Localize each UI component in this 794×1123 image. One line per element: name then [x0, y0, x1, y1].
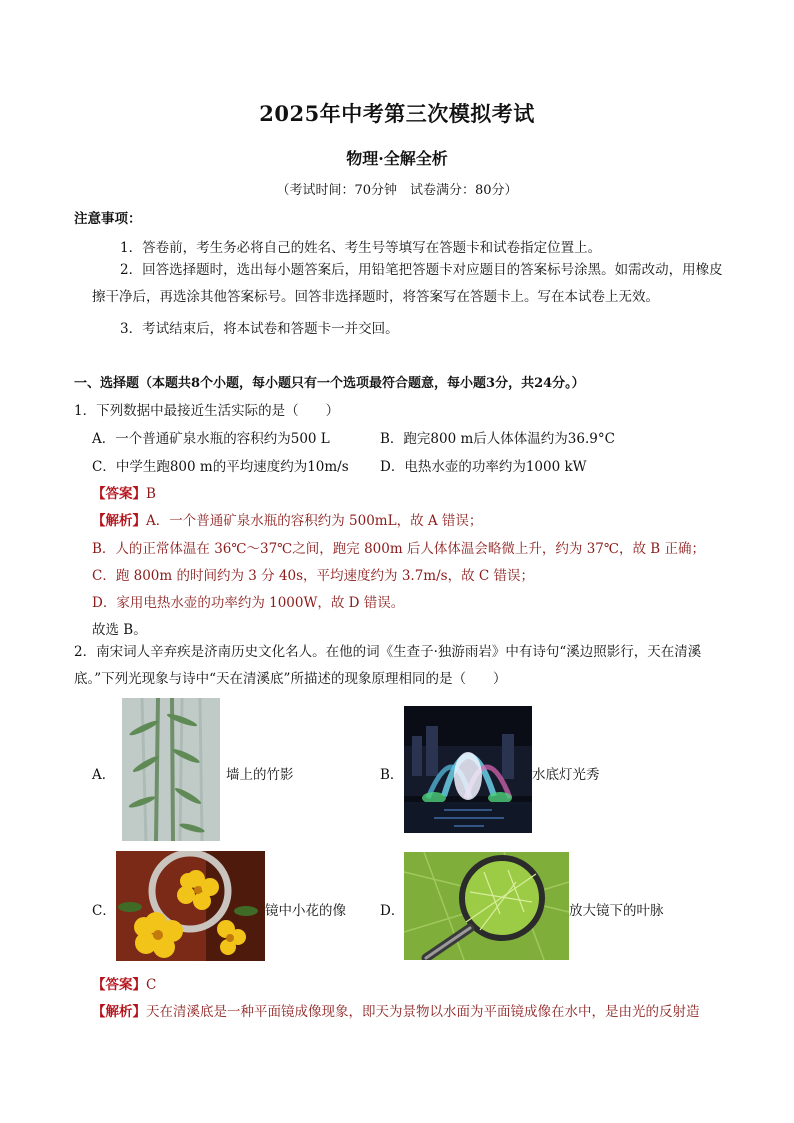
q1-analysis-line-4: D．家用电热水壶的功率约为 1000W，故 D 错误。 — [92, 595, 405, 611]
fountain-light-show-image — [404, 706, 532, 833]
q1-analysis-line-1: 【解析】A．一个普通矿泉水瓶的容积约为 500mL，故 A 错误； — [92, 513, 483, 529]
q2-answer — [92, 973, 156, 993]
notice-item-3: 3．考试结束后，将本试卷和答题卡一并交回。 — [120, 321, 399, 337]
notice-item-2: 2．回答选择题时，选出每小题答案后，用铅笔把答题卡对应题目的答案标号涂黑。如需改动，用橡皮擦干净后，再选涂其他答案标号。回答非选择题时，将答案写在答题卡上。写在本试卷上无效。 — [92, 262, 723, 305]
q1-stem: 1．下列数据中最接近生活实际的是（ ） — [74, 403, 340, 419]
q1-option-c: C．中学生跑800 m的平均速度约为10m/s — [92, 459, 349, 475]
q1-option-a: A．一个普通矿泉水瓶的容积约为500 L — [92, 431, 330, 447]
notice-heading: 注意事项： — [74, 211, 142, 227]
notice-item-1: 1．答卷前，考生务必将自己的姓名、考生号等填写在答题卡和试卷指定位置上。 — [120, 240, 602, 256]
mirror-flower-image — [116, 851, 265, 961]
q1-answer-tag: 【答案】 — [92, 486, 146, 502]
exam-meta: （考试时间：70分钟 试卷满分：80分） — [276, 183, 518, 198]
q1-answer-value: B — [146, 486, 156, 502]
bamboo-shadow-image — [122, 698, 220, 841]
q1-analysis-line-2: B．人的正常体温在 36℃～37℃之间，跑完 800m 后人体体温会略微上升，约为 37℃，故 B 正确； — [92, 541, 705, 557]
q2-option-a-letter: A． — [92, 767, 116, 783]
q2-stem: 2．南宋词人辛弃疾是济南历史文化名人。在他的词《生查子·独游雨岩》中有诗句“溪边照影行，天在清溪底。”下列光现象与诗中“天在清溪底”所描述的现象原理相同的是（ ） — [74, 644, 702, 687]
q1-analysis-line-3: C．跑 800m 的时间约为 3 分 40s，平均速度约为 3.7m/s，故 C 错误； — [92, 568, 534, 584]
section-heading: 一、选择题（本题共8个小题，每小题只有一个选项最符合题意，每小题3分，共24分。） — [74, 376, 585, 391]
q2-option-d-caption: 放大镜下的叶脉 — [569, 903, 664, 919]
q2-option-b-caption: 水底灯光秀 — [532, 767, 600, 783]
q2-analysis — [92, 1000, 700, 1020]
magnifier-leaf-vein-image — [404, 852, 569, 960]
q1-analysis-tag: 【解析】 — [92, 513, 146, 529]
q2-option-a-caption: 墙上的竹影 — [226, 767, 294, 783]
q2-analysis-text: 天在清溪底是一种平面镜成像现象，即天为景物以水面为平面镜成像在水中，是由光的反射造 — [146, 1004, 700, 1020]
q1-answer — [92, 482, 156, 502]
q2-answer-value: C — [146, 977, 157, 993]
q1-conclusion: 故选 B。 — [92, 622, 147, 638]
q2-option-c-letter: C． — [92, 903, 116, 919]
q2-option-d-letter: D． — [380, 903, 405, 919]
q2-answer-tag: 【答案】 — [92, 977, 146, 993]
q2-analysis-tag: 【解析】 — [92, 1004, 146, 1020]
page-title: 2025年中考第三次模拟考试 — [259, 101, 535, 126]
page-subtitle: 物理·全解全析 — [346, 149, 448, 168]
q2-option-b-letter: B． — [380, 767, 404, 783]
q1-option-b: B．跑完800 m后人体体温约为36.9°C — [380, 431, 615, 447]
q1-option-d: D．电热水壶的功率约为1000 kW — [380, 459, 587, 475]
q2-option-c-caption: 镜中小花的像 — [265, 903, 346, 919]
